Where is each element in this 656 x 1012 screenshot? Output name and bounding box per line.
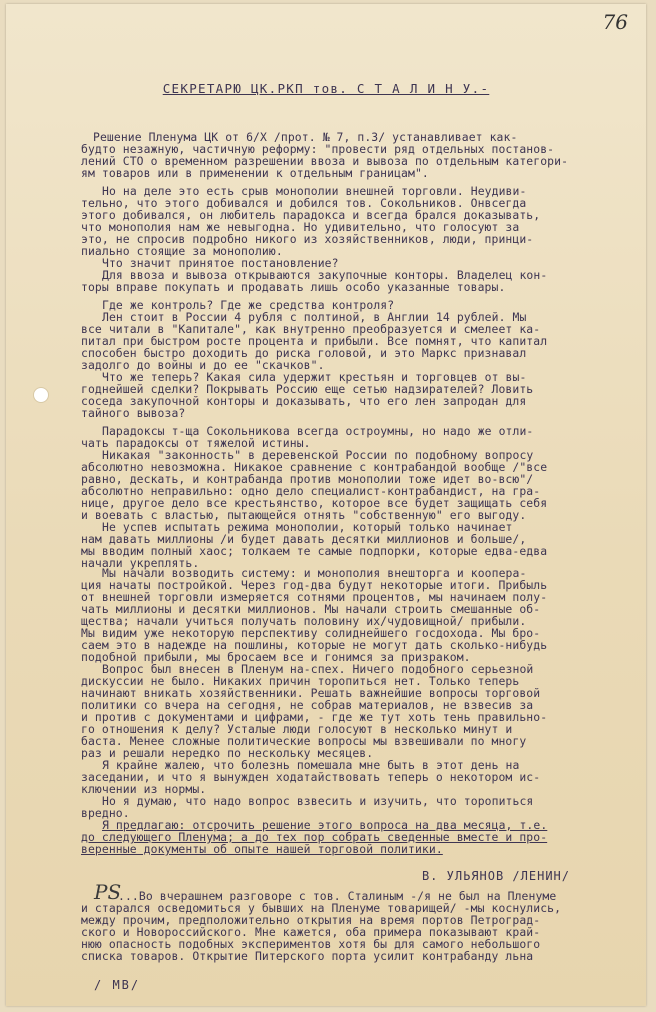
body-line: вредно. [81, 806, 130, 820]
ps-handwritten-mark: PS [94, 880, 122, 904]
body-line: задолго до войны и до ее "скачков". [81, 358, 325, 372]
body-line: го отношения к делу? Усталые люди голосуют в несколько минут и [81, 722, 513, 736]
body-line: Для ввоза и вывоза открываются закупочные конторы. Владелец кон- [102, 268, 548, 282]
body-line: торы вправе покупать и продавать лишь особо указанные товары. [81, 280, 506, 294]
body-line: от внешней торговли измеряется сотнями процентов, мы начинаем полу- [81, 590, 548, 604]
body-line: Но на деле это есть срыв монополии внешней торговли. Неудиви- [102, 184, 527, 198]
body-line: годнейшей сделки? Покрывать Россию еще сетью надзирателей? Ловить [81, 382, 534, 396]
body-line: равно, дескать, и контрабанда против монополии тоже идет во-всю"/ [81, 472, 534, 486]
body-line: до следующего Пленума; а до тех пор собрать сведенные вместе и про- [81, 830, 548, 844]
body-line: заседании, и что я вынужден ходатайствовать теперь о некотором ис- [81, 770, 541, 784]
body-line: Мы начали возводить систему: и монополия внешторга и коопера- [102, 566, 527, 580]
body-line: чать миллионы и десятки миллионов. Мы начали строить смешанные об- [81, 602, 541, 616]
body-line: начинают вникать хозяйственники. Решать важнейшие вопросы торговой [81, 686, 541, 700]
postscript-line: ского и Новороссийского. Мне кажется, оба примера показывают край- [81, 925, 541, 939]
postscript-line: нюю опасность подобных экспериментов хотя бы для самого небольшого [81, 937, 541, 951]
body-line: будто незажную, частичную реформу: "провести ряд отдельных постанов- [81, 142, 555, 156]
body-line: это, не спросив подробно никого из хозяйственников, люди, принци- [81, 232, 534, 246]
body-line: веренные документы об опыте нашей торговой политики. [81, 842, 443, 856]
body-line: тельно, что этого добивался и добился тов. Сокольников. Онвсегда [81, 196, 527, 210]
body-line: этого добивался, он любитель парадокса и всегда брался доказывать, [81, 208, 541, 222]
body-line: баста. Менее сложные политические вопросы мы взвешивали по многу [81, 734, 527, 748]
body-line: ключении из нормы. [81, 782, 207, 796]
body-line: соседа закупочной конторы и доказывать, что его лен запродан для [81, 394, 527, 408]
body-line: Никакая "законность" в деревенской России по подобному вопросу [102, 448, 534, 462]
body-line: Лен стоит в России 4 рубля с полтиной, в Англии 14 рублей. Мы [102, 310, 527, 324]
body-line: подобной прибыли, мы бросаем все и гонимся за призраком. [81, 650, 471, 664]
body-line: Решение Пленума ЦК от 6/X /прот. № 7, п.3/ устанавливает как- [93, 130, 518, 144]
body-line: Что же теперь? Какая сила удержит крестьян и торговцев от вы- [102, 370, 527, 384]
signature: В. УЛЬЯНОВ /ЛЕНИН/ [421, 869, 570, 883]
body-line: щества; начали учиться получать половину их/чудовищной/ прибыли. [81, 614, 527, 628]
body-line: Но я думаю, что надо вопрос взвесить и изучить, что торопиться [102, 794, 534, 808]
body-line: раз и решали нередко по нескольку месяцев. [81, 746, 374, 760]
body-line: Мы видим уже некоторую перспективу солиднейшего госдохода. Мы бро- [81, 626, 541, 640]
punch-hole [33, 387, 49, 403]
body-line: Парадоксы т-ща Сокольникова всегда остроумны, но надо же отли- [102, 424, 534, 438]
body-line: Не успев испытать режима монополии, который только начинает [102, 520, 513, 534]
document-page [6, 4, 646, 1006]
footer-mark: / МВ/ [94, 978, 141, 992]
body-line: Что значит принятое постановление? [102, 256, 339, 270]
postscript-line: и старался осведомиться у бывших на Пленуме товарищей/ -мы коснулись, [81, 901, 562, 915]
body-line: ям товаров или в применении к отдельным границам". [81, 166, 429, 180]
body-line: ция начаты постройкой. Через год-два будут некоторые итоги. Прибыль [81, 578, 548, 592]
document-title: СЕКРЕТАРЮ ЦК.РКП тов. С Т А Л И Н У.- [162, 81, 490, 96]
page-number: 76 [602, 10, 628, 34]
body-line: лений СТО о временном разрешении ввоза и вывоза по отдельным категори- [81, 154, 569, 168]
body-line: политики со вчера на сегодня, не собрав материалов, не взвесив за [81, 698, 534, 712]
body-line: способен быстро доходить до риска головой, и это Маркс признавал [81, 346, 527, 360]
body-line: саем это в надежде на пошлины, которые не могут дать сколько-нибудь [81, 638, 548, 652]
body-line: Я предлагаю: отсрочить решение этого вопроса на два месяца, т.е. [102, 818, 548, 832]
body-line: чать парадоксы от тяжелой истины. [81, 436, 311, 450]
postscript-line: между прочим, предположительно открытия на время портов Петроград- [81, 913, 541, 927]
body-line: начали укреплять. [81, 556, 200, 570]
body-line: и против с документами и цифрами, - где же тут хоть тень правильно- [81, 710, 548, 724]
body-line: абсолютно неправильно: одно дело специалист-контрабандист, на гра- [81, 484, 541, 498]
body-line: все читали в "Капитале", как внутренно преобразуется и смелеет ка- [81, 322, 541, 336]
postscript-line: ...Во вчерашнем разговоре с тов. Сталиным -/я не был на Пленуме [118, 889, 557, 903]
body-line: нам давать миллионы /и будет давать десятки миллионов и больше/, [81, 532, 527, 546]
body-line: пиально стоящие за монополию. [81, 244, 283, 258]
body-line: дискуссии не было. Никаких причин торопиться нет. Только теперь [81, 674, 520, 688]
postscript-line: списка товаров. Открытие Питерского порта усилит контрабанду льна [81, 949, 534, 963]
body-line: и воевать с властью, пытающейся отнять "собственную" его выгоду. [81, 508, 527, 522]
body-line: тайного вывоза? [81, 406, 186, 420]
body-line: Вопрос был внесен в Пленум на-спех. Ничего подобного серьезной [102, 662, 534, 676]
body-line: нице, другое дело все крестьянство, которое все будет защищать себя [81, 496, 548, 510]
body-line: что монополия нам же невыгодна. Но удивительно, что голосуют за [81, 220, 520, 234]
body-line: Где же контроль? Где же средства контроля? [102, 298, 395, 312]
body-line: Я крайне жалею, что болезнь помешала мне быть в этот день на [102, 758, 520, 772]
body-line: питал при быстром росте процента и прибыли. Все помнят, что капитал [81, 334, 548, 348]
body-line: абсолютно невозможна. Никакое сравнение с контрабандой вообще /"все [81, 460, 548, 474]
body-line: мы вводим полный хаос; толкаем те самые подпорки, которые едва-едва [81, 544, 548, 558]
